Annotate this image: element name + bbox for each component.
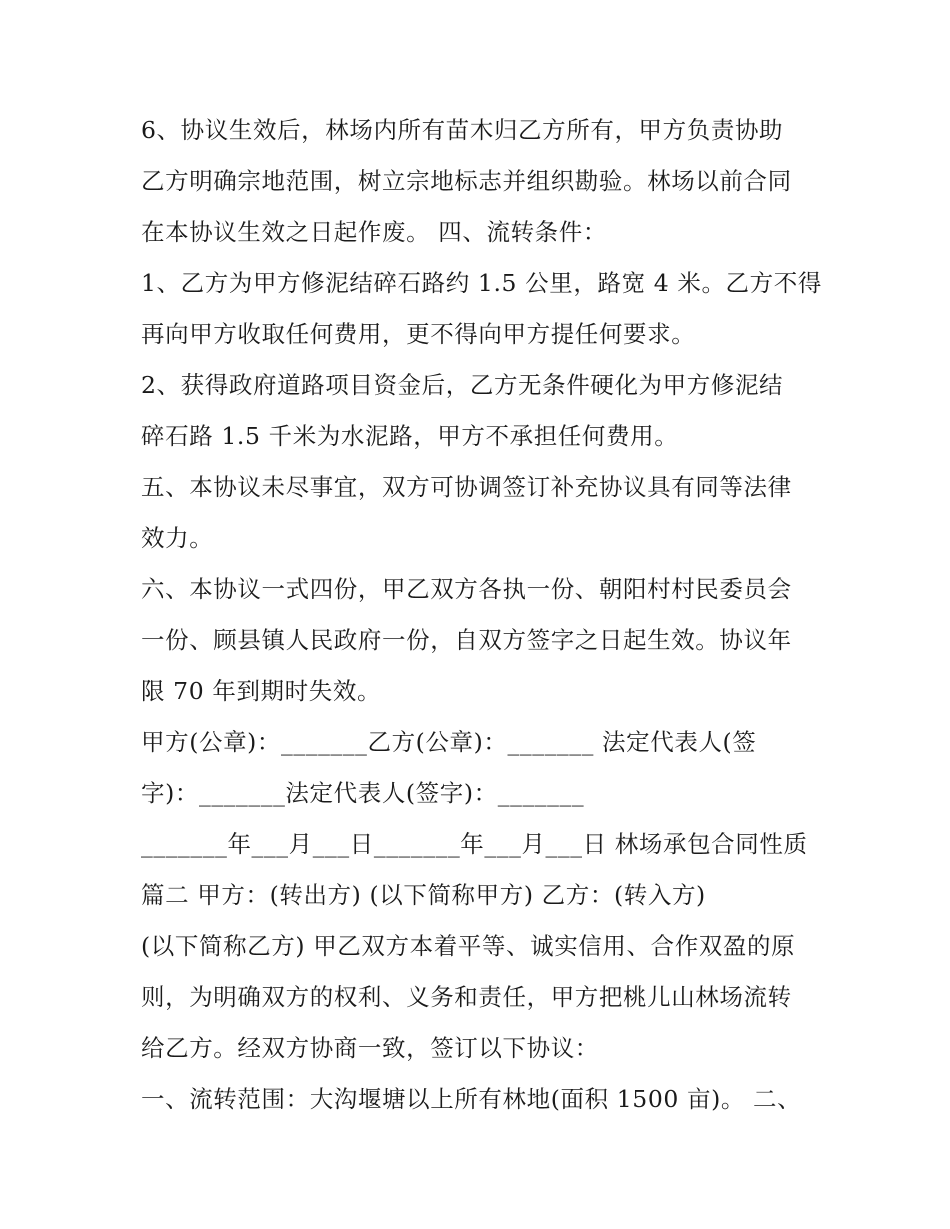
- text-line: 限 70 年到期时失效。: [141, 677, 382, 705]
- text-line: 则，为明确双方的权利、义务和责任，甲方把桃儿山林场流转: [141, 983, 792, 1011]
- text-line: 效力。: [141, 524, 214, 552]
- text-line: 一份、顾县镇人民政府一份，自双方签字之日起生效。协议年: [141, 626, 792, 654]
- text-line: 再向甲方收取任何费用，更不得向甲方提任何要求。: [141, 320, 696, 348]
- text-line: 1、乙方为甲方修泥结碎石路约 1.5 公里，路宽 4 米。乙方不得: [141, 269, 822, 297]
- text-line: 篇二 甲方：(转出方) (以下简称甲方) 乙方：(转入方): [141, 881, 706, 909]
- text-line: (以下简称乙方) 甲乙双方本着平等、诚实信用、合作双盈的原: [141, 932, 796, 960]
- text-line: 五、本协议未尽事宜，双方可协调签订补充协议具有同等法律: [141, 473, 792, 501]
- signature-line: 甲方(公章)：_______乙方(公章)：_______ 法定代表人(签: [141, 728, 757, 756]
- text-line: 碎石路 1.5 千米为水泥路，甲方不承担任何费用。: [141, 422, 679, 450]
- text-line: 在本协议生效之日起作废。 四、流转条件：: [141, 218, 607, 246]
- text-line: 2、获得政府道路项目资金后，乙方无条件硬化为甲方修泥结: [141, 371, 784, 399]
- text-line: 乙方明确宗地范围，树立宗地标志并组织勘验。林场以前合同: [141, 167, 792, 195]
- document-body: [141, 105, 821, 1125]
- text-line: 六、本协议一式四份，甲乙双方各执一份、朝阳村村民委员会: [141, 575, 792, 603]
- text-line: 给乙方。经双方协商一致，签订以下协议：: [141, 1034, 599, 1062]
- date-line: _______年___月___日_______年___月___日 林场承包合同性质: [141, 830, 808, 858]
- text-line: 6、协议生效后，林场内所有苗木归乙方所有，甲方负责协助: [141, 116, 784, 144]
- text-line: 一、流转范围：大沟堰塘以上所有林地(面积 1500 亩)。 二、: [141, 1085, 802, 1113]
- signature-line: 字)：_______法定代表人(签字)：_______: [141, 779, 585, 807]
